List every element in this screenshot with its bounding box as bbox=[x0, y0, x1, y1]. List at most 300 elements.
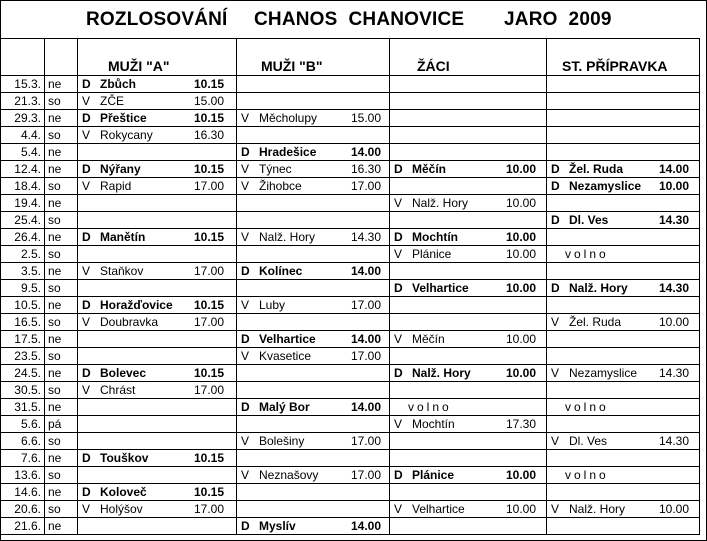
date-cell: 16.5. bbox=[1, 314, 45, 331]
kickoff-time: 15.00 bbox=[350, 111, 381, 125]
venue-code: V bbox=[82, 315, 91, 329]
kickoff-time: 17.00 bbox=[193, 383, 224, 397]
table-row bbox=[1, 382, 700, 399]
table-row bbox=[1, 127, 700, 144]
page-title bbox=[0, 0, 707, 38]
kickoff-time: 14.00 bbox=[350, 519, 381, 533]
kickoff-time: 17.00 bbox=[193, 179, 224, 193]
match-cell bbox=[390, 314, 547, 331]
day-cell: ne bbox=[45, 195, 78, 212]
title-part-3: JARO 2009 bbox=[504, 9, 612, 30]
table-row bbox=[1, 365, 700, 382]
match-cell bbox=[78, 297, 237, 314]
day-cell: so bbox=[45, 178, 78, 195]
venue-code: V bbox=[551, 502, 560, 516]
table-row bbox=[1, 518, 700, 535]
title-part-1: ROZLOSOVÁNÍ bbox=[86, 9, 228, 30]
opponent-name: Nalž. Hory bbox=[569, 502, 626, 516]
opponent-name: Nezamyslice bbox=[569, 179, 642, 193]
match-cell bbox=[547, 365, 700, 382]
venue-code: V bbox=[241, 349, 250, 363]
opponent-name: Dl. Ves bbox=[569, 213, 609, 227]
kickoff-time: 14.00 bbox=[350, 332, 381, 346]
match-cell bbox=[547, 93, 700, 110]
table-row bbox=[1, 297, 700, 314]
header-row bbox=[1, 39, 700, 76]
venue-code: D bbox=[551, 162, 560, 176]
header-zaci bbox=[390, 39, 547, 76]
date-cell: 24.5. bbox=[1, 365, 45, 382]
match-cell bbox=[547, 246, 700, 263]
header-muzi-b bbox=[237, 39, 390, 76]
date-cell: 12.4. bbox=[1, 161, 45, 178]
venue-code: V bbox=[82, 128, 91, 142]
match-cell bbox=[237, 76, 390, 93]
match-cell bbox=[547, 348, 700, 365]
kickoff-time: 17.00 bbox=[193, 315, 224, 329]
date-cell: 10.5. bbox=[1, 297, 45, 314]
day-cell: so bbox=[45, 467, 78, 484]
day-cell: ne bbox=[45, 229, 78, 246]
venue-code: D bbox=[241, 519, 250, 533]
match-cell bbox=[390, 144, 547, 161]
opponent-name: Touškov bbox=[100, 451, 149, 465]
free-label: volno bbox=[565, 400, 609, 414]
kickoff-time: 14.30 bbox=[658, 366, 689, 380]
free-label: volno bbox=[565, 468, 609, 482]
match-cell bbox=[78, 161, 237, 178]
opponent-name: Žel. Ruda bbox=[569, 315, 622, 329]
match-cell bbox=[390, 212, 547, 229]
match-cell bbox=[237, 501, 390, 518]
date-cell: 18.4. bbox=[1, 178, 45, 195]
match-cell bbox=[237, 195, 390, 212]
venue-code: D bbox=[394, 281, 403, 295]
match-cell bbox=[547, 314, 700, 331]
opponent-name: Staňkov bbox=[100, 264, 144, 278]
match-cell bbox=[237, 263, 390, 280]
opponent-name: Hradešice bbox=[259, 145, 317, 159]
kickoff-time: 10.00 bbox=[658, 315, 689, 329]
opponent-name: Holýšov bbox=[100, 502, 143, 516]
match-cell bbox=[547, 178, 700, 195]
table-row bbox=[1, 399, 700, 416]
match-cell bbox=[237, 433, 390, 450]
match-cell bbox=[390, 76, 547, 93]
date-cell: 17.5. bbox=[1, 331, 45, 348]
match-cell bbox=[237, 212, 390, 229]
venue-code: D bbox=[82, 298, 91, 312]
venue-code: D bbox=[551, 281, 560, 295]
opponent-name: Měčín bbox=[412, 162, 447, 176]
opponent-name: Týnec bbox=[259, 162, 292, 176]
opponent-name: Nalž. Hory bbox=[412, 196, 469, 210]
venue-code: V bbox=[394, 247, 403, 261]
venue-code: V bbox=[82, 94, 91, 108]
match-cell bbox=[390, 365, 547, 382]
match-cell bbox=[547, 416, 700, 433]
match-cell bbox=[390, 93, 547, 110]
day-cell: ne bbox=[45, 399, 78, 416]
kickoff-time: 10.00 bbox=[505, 162, 536, 176]
day-cell: so bbox=[45, 382, 78, 399]
match-cell bbox=[78, 518, 237, 535]
venue-code: V bbox=[394, 502, 403, 516]
match-cell bbox=[547, 195, 700, 212]
kickoff-time: 10.00 bbox=[505, 366, 536, 380]
match-cell bbox=[547, 331, 700, 348]
kickoff-time: 17.00 bbox=[350, 434, 381, 448]
kickoff-time: 14.00 bbox=[658, 162, 689, 176]
kickoff-time: 14.00 bbox=[350, 264, 381, 278]
kickoff-time: 17.00 bbox=[350, 468, 381, 482]
header-label: ST. PŘÍPRAVKA bbox=[562, 58, 668, 74]
match-cell bbox=[237, 178, 390, 195]
match-cell bbox=[78, 467, 237, 484]
table-row bbox=[1, 246, 700, 263]
kickoff-time: 10.00 bbox=[505, 196, 536, 210]
date-cell: 2.5. bbox=[1, 246, 45, 263]
opponent-name: Nezamyslice bbox=[569, 366, 638, 380]
venue-code: D bbox=[82, 366, 91, 380]
opponent-name: Velhartice bbox=[412, 281, 469, 295]
venue-code: V bbox=[551, 434, 560, 448]
opponent-name: Měčín bbox=[412, 332, 445, 346]
date-cell: 3.5. bbox=[1, 263, 45, 280]
kickoff-time: 10.00 bbox=[505, 502, 536, 516]
venue-code: V bbox=[241, 298, 250, 312]
match-cell bbox=[390, 416, 547, 433]
venue-code: D bbox=[394, 230, 403, 244]
kickoff-time: 10.00 bbox=[658, 502, 689, 516]
opponent-name: Přeštice bbox=[100, 111, 147, 125]
kickoff-time: 10.15 bbox=[193, 366, 224, 380]
table-row bbox=[1, 161, 700, 178]
venue-code: D bbox=[551, 179, 560, 193]
day-cell: ne bbox=[45, 263, 78, 280]
opponent-name: Plánice bbox=[412, 468, 455, 482]
opponent-name: Žihobce bbox=[259, 179, 302, 193]
match-cell bbox=[547, 212, 700, 229]
header-day-cell bbox=[45, 39, 78, 76]
venue-code: V bbox=[82, 383, 91, 397]
match-cell bbox=[237, 314, 390, 331]
match-cell bbox=[390, 127, 547, 144]
kickoff-time: 10.00 bbox=[505, 332, 536, 346]
table-row bbox=[1, 467, 700, 484]
day-cell: ne bbox=[45, 110, 78, 127]
match-cell bbox=[390, 280, 547, 297]
match-cell bbox=[547, 161, 700, 178]
match-cell bbox=[237, 144, 390, 161]
match-cell bbox=[547, 110, 700, 127]
opponent-name: Žel. Ruda bbox=[569, 162, 624, 176]
header-label: MUŽI "B" bbox=[261, 58, 323, 74]
date-cell: 7.6. bbox=[1, 450, 45, 467]
kickoff-time: 10.00 bbox=[505, 468, 536, 482]
match-cell bbox=[547, 297, 700, 314]
table-row bbox=[1, 212, 700, 229]
kickoff-time: 17.00 bbox=[350, 349, 381, 363]
opponent-name: Neznašovy bbox=[259, 468, 319, 482]
kickoff-time: 14.30 bbox=[658, 281, 689, 295]
match-cell bbox=[547, 127, 700, 144]
day-cell: so bbox=[45, 501, 78, 518]
table-row bbox=[1, 144, 700, 161]
day-cell: so bbox=[45, 127, 78, 144]
match-cell bbox=[237, 467, 390, 484]
match-cell bbox=[78, 348, 237, 365]
venue-code: D bbox=[394, 366, 403, 380]
table-row bbox=[1, 263, 700, 280]
date-cell: 19.4. bbox=[1, 195, 45, 212]
match-cell bbox=[547, 263, 700, 280]
opponent-name: Horažďovice bbox=[100, 298, 173, 312]
match-cell bbox=[237, 518, 390, 535]
match-cell bbox=[390, 450, 547, 467]
kickoff-time: 10.00 bbox=[505, 281, 536, 295]
match-cell bbox=[547, 501, 700, 518]
match-cell bbox=[547, 433, 700, 450]
opponent-name: Mochtín bbox=[412, 230, 458, 244]
opponent-name: Doubravka bbox=[100, 315, 159, 329]
match-cell bbox=[547, 450, 700, 467]
match-cell bbox=[78, 110, 237, 127]
match-cell bbox=[547, 76, 700, 93]
venue-code: D bbox=[82, 230, 91, 244]
venue-code: V bbox=[551, 315, 560, 329]
table-row bbox=[1, 76, 700, 93]
venue-code: D bbox=[241, 400, 250, 414]
match-cell bbox=[390, 110, 547, 127]
kickoff-time: 14.30 bbox=[658, 213, 689, 227]
opponent-name: Velhartice bbox=[412, 502, 465, 516]
opponent-name: Rokycany bbox=[100, 128, 153, 142]
match-cell bbox=[78, 484, 237, 501]
kickoff-time: 10.15 bbox=[193, 230, 224, 244]
match-cell bbox=[237, 416, 390, 433]
day-cell: ne bbox=[45, 484, 78, 501]
table-row bbox=[1, 416, 700, 433]
kickoff-time: 10.15 bbox=[193, 298, 224, 312]
date-cell: 30.5. bbox=[1, 382, 45, 399]
match-cell bbox=[237, 161, 390, 178]
match-cell bbox=[78, 280, 237, 297]
match-cell bbox=[390, 178, 547, 195]
venue-code: V bbox=[241, 434, 250, 448]
kickoff-time: 10.15 bbox=[193, 77, 224, 91]
opponent-name: Velhartice bbox=[259, 332, 316, 346]
match-cell bbox=[78, 76, 237, 93]
match-cell bbox=[78, 416, 237, 433]
match-cell bbox=[237, 229, 390, 246]
match-cell bbox=[78, 433, 237, 450]
match-cell bbox=[78, 195, 237, 212]
venue-code: V bbox=[82, 264, 91, 278]
venue-code: V bbox=[241, 468, 250, 482]
opponent-name: Zbůch bbox=[100, 77, 136, 91]
day-cell: ne bbox=[45, 161, 78, 178]
table-row bbox=[1, 280, 700, 297]
match-cell bbox=[390, 467, 547, 484]
kickoff-time: 17.00 bbox=[193, 264, 224, 278]
date-cell: 6.6. bbox=[1, 433, 45, 450]
match-cell bbox=[78, 178, 237, 195]
date-cell: 29.3. bbox=[1, 110, 45, 127]
venue-code: D bbox=[82, 451, 91, 465]
match-cell bbox=[390, 331, 547, 348]
date-cell: 31.5. bbox=[1, 399, 45, 416]
match-cell bbox=[547, 144, 700, 161]
match-cell bbox=[78, 382, 237, 399]
day-cell: ne bbox=[45, 297, 78, 314]
opponent-name: Nalž. Hory bbox=[412, 366, 471, 380]
day-cell: so bbox=[45, 93, 78, 110]
venue-code: V bbox=[241, 111, 250, 125]
match-cell bbox=[237, 331, 390, 348]
match-cell bbox=[237, 297, 390, 314]
venue-code: V bbox=[394, 332, 403, 346]
match-cell bbox=[547, 399, 700, 416]
venue-code: V bbox=[394, 417, 403, 431]
day-cell: so bbox=[45, 314, 78, 331]
free-label: volno bbox=[408, 400, 452, 414]
day-cell: ne bbox=[45, 331, 78, 348]
table-row bbox=[1, 450, 700, 467]
date-cell: 25.4. bbox=[1, 212, 45, 229]
date-cell: 21.3. bbox=[1, 93, 45, 110]
opponent-name: Luby bbox=[259, 298, 286, 312]
match-cell bbox=[237, 246, 390, 263]
header-label: MUŽI "A" bbox=[108, 58, 170, 74]
venue-code: V bbox=[82, 179, 91, 193]
venue-code: V bbox=[241, 230, 250, 244]
match-cell bbox=[390, 518, 547, 535]
title-part-2: CHANOS CHANOVICE bbox=[254, 9, 465, 30]
date-cell: 20.6. bbox=[1, 501, 45, 518]
free-label: volno bbox=[565, 247, 609, 261]
date-cell: 26.4. bbox=[1, 229, 45, 246]
match-cell bbox=[390, 229, 547, 246]
match-cell bbox=[78, 127, 237, 144]
match-cell bbox=[390, 433, 547, 450]
day-cell: ne bbox=[45, 365, 78, 382]
match-cell bbox=[547, 484, 700, 501]
day-cell: ne bbox=[45, 144, 78, 161]
header-muzi-a bbox=[78, 39, 237, 76]
kickoff-time: 16.30 bbox=[193, 128, 224, 142]
venue-code: D bbox=[82, 485, 91, 499]
match-cell bbox=[390, 297, 547, 314]
kickoff-time: 15.00 bbox=[193, 94, 224, 108]
table-row bbox=[1, 348, 700, 365]
schedule-sheet bbox=[0, 38, 700, 535]
date-cell: 23.5. bbox=[1, 348, 45, 365]
match-cell bbox=[237, 348, 390, 365]
opponent-name: ZČE bbox=[100, 94, 124, 108]
kickoff-time: 17.30 bbox=[505, 417, 536, 431]
match-cell bbox=[237, 450, 390, 467]
table-row bbox=[1, 331, 700, 348]
day-cell: so bbox=[45, 280, 78, 297]
opponent-name: Nýřany bbox=[100, 162, 141, 176]
kickoff-time: 17.00 bbox=[350, 179, 381, 193]
date-cell: 5.4. bbox=[1, 144, 45, 161]
table-row bbox=[1, 110, 700, 127]
date-cell: 15.3. bbox=[1, 76, 45, 93]
date-cell: 4.4. bbox=[1, 127, 45, 144]
match-cell bbox=[78, 144, 237, 161]
venue-code: D bbox=[241, 145, 250, 159]
match-cell bbox=[390, 382, 547, 399]
match-cell bbox=[78, 331, 237, 348]
match-cell bbox=[78, 246, 237, 263]
day-cell: pá bbox=[45, 416, 78, 433]
match-cell bbox=[390, 195, 547, 212]
kickoff-time: 10.15 bbox=[193, 162, 224, 176]
match-cell bbox=[78, 365, 237, 382]
kickoff-time: 17.00 bbox=[350, 298, 381, 312]
day-cell: so bbox=[45, 433, 78, 450]
day-cell: so bbox=[45, 246, 78, 263]
table-row bbox=[1, 314, 700, 331]
match-cell bbox=[237, 382, 390, 399]
opponent-name: Kolínec bbox=[259, 264, 303, 278]
match-cell bbox=[78, 399, 237, 416]
match-cell bbox=[547, 229, 700, 246]
venue-code: D bbox=[551, 213, 560, 227]
kickoff-time: 10.15 bbox=[193, 451, 224, 465]
kickoff-time: 10.00 bbox=[658, 179, 689, 193]
opponent-name: Malý Bor bbox=[259, 400, 310, 414]
match-cell bbox=[237, 110, 390, 127]
match-cell bbox=[237, 365, 390, 382]
header-st-pripravka bbox=[547, 39, 700, 76]
venue-code: D bbox=[394, 468, 403, 482]
date-cell: 14.6. bbox=[1, 484, 45, 501]
match-cell bbox=[547, 382, 700, 399]
date-cell: 5.6. bbox=[1, 416, 45, 433]
opponent-name: Chrást bbox=[100, 383, 136, 397]
venue-code: V bbox=[241, 179, 250, 193]
kickoff-time: 14.30 bbox=[350, 230, 381, 244]
match-cell bbox=[390, 484, 547, 501]
venue-code: D bbox=[82, 162, 91, 176]
match-cell bbox=[547, 518, 700, 535]
opponent-name: Mochtín bbox=[412, 417, 455, 431]
table-row bbox=[1, 178, 700, 195]
match-cell bbox=[78, 450, 237, 467]
venue-code: D bbox=[82, 77, 91, 91]
kickoff-time: 16.30 bbox=[350, 162, 381, 176]
opponent-name: Nalž. Hory bbox=[569, 281, 628, 295]
table-row bbox=[1, 433, 700, 450]
kickoff-time: 14.00 bbox=[350, 145, 381, 159]
kickoff-time: 10.15 bbox=[193, 111, 224, 125]
venue-code: V bbox=[551, 366, 560, 380]
venue-code: V bbox=[394, 196, 403, 210]
kickoff-time: 14.00 bbox=[350, 400, 381, 414]
day-cell: ne bbox=[45, 450, 78, 467]
match-cell bbox=[78, 501, 237, 518]
match-cell bbox=[390, 263, 547, 280]
venue-code: V bbox=[82, 502, 91, 516]
venue-code: D bbox=[394, 162, 403, 176]
venue-code: D bbox=[241, 332, 250, 346]
day-cell: so bbox=[45, 348, 78, 365]
match-cell bbox=[390, 501, 547, 518]
day-cell: ne bbox=[45, 518, 78, 535]
